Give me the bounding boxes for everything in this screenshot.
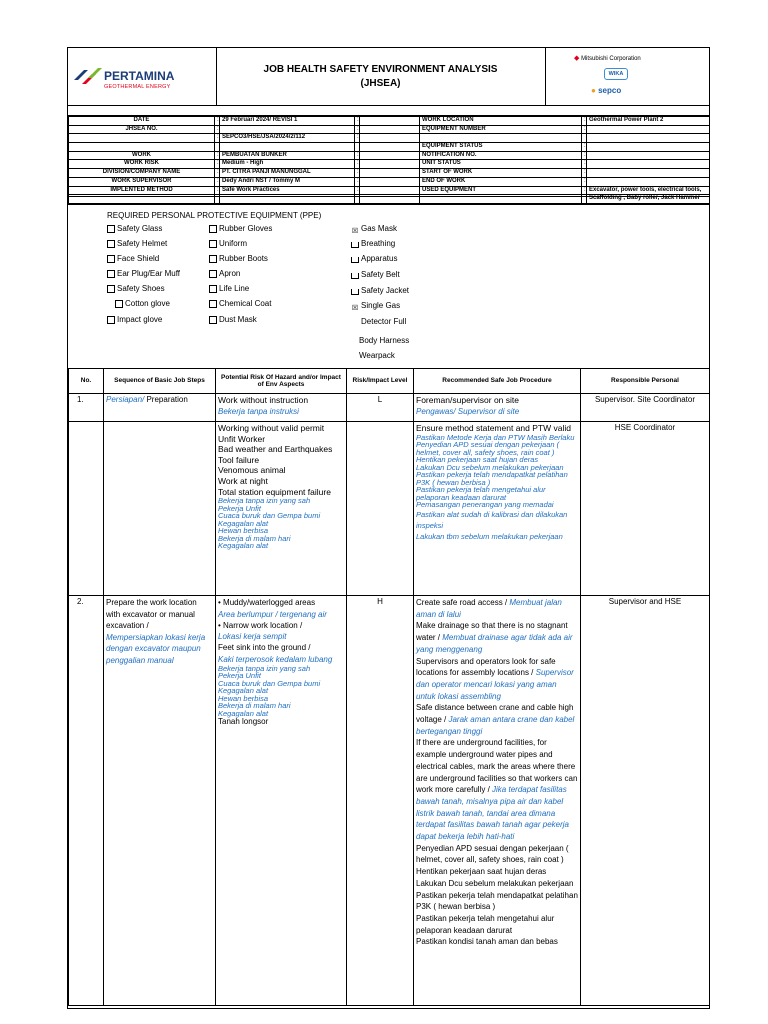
info-value: PEMBUATAN BUNKER bbox=[220, 151, 355, 160]
info-label-right: USED EQUIPMENT bbox=[420, 186, 582, 195]
hazard-text: Bad weather and Earthquakes bbox=[218, 444, 333, 455]
hazard-translation: Cuaca buruk dan Gempa bumi bbox=[218, 678, 321, 688]
hazard-text: • Muddy/waterlogged areas bbox=[218, 598, 316, 607]
table-row-1 bbox=[69, 394, 710, 422]
info-colon: : bbox=[355, 125, 360, 134]
procedure-text: Safe distance between crane and cable high voltage / bbox=[416, 703, 574, 725]
ppe-item-single-gas[interactable] bbox=[351, 301, 400, 314]
info-label-right: START OF WORK bbox=[420, 169, 582, 178]
info-value-right bbox=[587, 160, 710, 169]
procedure-item bbox=[416, 656, 578, 703]
info-label-right: NOTIFICATION NO. bbox=[420, 151, 582, 160]
checkbox-icon[interactable] bbox=[351, 242, 359, 248]
procedure-translation: Hentikan pekerjaan saat hujan deras bbox=[416, 455, 539, 464]
info-value: Safe Work Practices bbox=[220, 186, 355, 195]
procedure-text: Pastikan kondisi tanah aman dan bebas bbox=[416, 937, 558, 947]
job-step bbox=[104, 394, 216, 422]
hazard-translation: Hewan berbisa bbox=[218, 693, 269, 703]
responsible-cell: HSE Coordinator bbox=[581, 422, 710, 596]
hazard-text: Feet sink into the ground / bbox=[218, 643, 311, 652]
hazard-translation: Bekerja di malam hari bbox=[218, 533, 291, 543]
info-value-right: Excavator, power tools, electrical tools, bbox=[587, 186, 710, 195]
wika-logo: WIKA bbox=[604, 68, 628, 80]
info-value: Medium - High bbox=[220, 160, 355, 169]
partner-logos bbox=[546, 48, 709, 105]
info-blank bbox=[360, 186, 420, 195]
job-step-translation: Mempersiapkan lokasi kerja dengan excavator maupun penggalian manual bbox=[106, 632, 206, 665]
procedure-cell bbox=[414, 394, 581, 422]
risk-level: L bbox=[347, 394, 414, 422]
info-value-right bbox=[587, 151, 710, 160]
hazard-text: Unfit Worker bbox=[218, 433, 266, 444]
info-label-right: UNIT STATUS bbox=[420, 160, 582, 169]
checkbox-icon[interactable] bbox=[209, 240, 217, 248]
ppe-item-breathing[interactable] bbox=[351, 239, 395, 248]
responsible-cell: Supervisor. Site Coordinator bbox=[581, 394, 710, 422]
logo-text: PERTAMINA bbox=[104, 69, 175, 83]
empty-cell bbox=[69, 422, 104, 596]
procedure-text: Lakukan Dcu sebelum melakukan pekerjaan bbox=[416, 878, 574, 888]
info-row bbox=[69, 177, 710, 186]
info-colon: : bbox=[355, 160, 360, 169]
ppe-label: Face Shield bbox=[117, 254, 160, 263]
row-number: 1. bbox=[69, 394, 104, 422]
row-number: 2. bbox=[69, 596, 104, 1006]
ppe-label: Impact glove bbox=[117, 315, 163, 324]
info-value-right: Geothermal Power Plant 2 bbox=[587, 117, 710, 126]
table-row-1b bbox=[69, 422, 710, 596]
info-row bbox=[69, 169, 710, 178]
info-value-right: Scaffolding , Baby roller, Jack Hammer bbox=[587, 195, 710, 204]
info-colon: : bbox=[215, 151, 220, 160]
sepco-name: sepco bbox=[598, 86, 622, 95]
info-blank bbox=[360, 117, 420, 126]
ppe-label: Safety Helmet bbox=[117, 239, 168, 248]
ppe-label: Breathing bbox=[361, 239, 396, 248]
hazard-cell bbox=[216, 596, 347, 1006]
ppe-item-body-harness: Body Harness bbox=[359, 336, 410, 345]
hazard-translation: Lokasi kerja sempit bbox=[218, 632, 287, 641]
info-blank bbox=[360, 169, 420, 178]
empty-cell bbox=[347, 422, 414, 596]
procedure-text: Hentikan pekerjaan saat hujan deras bbox=[416, 867, 547, 877]
info-colon: : bbox=[355, 169, 360, 178]
info-value-right bbox=[587, 169, 710, 178]
info-label-right: EQUIPMENT STATUS bbox=[420, 143, 582, 152]
info-row bbox=[69, 117, 710, 126]
ppe-item[interactable] bbox=[209, 254, 268, 263]
checkbox-icon[interactable] bbox=[107, 225, 115, 233]
procedure-translation: Pastikan pekerja telah mengetahui alur pelaporan keadaan darurat bbox=[416, 485, 546, 502]
info-label-right: EQUIPMENT NUMBER bbox=[420, 125, 582, 134]
procedure-translation: Jika terdapat fasilitas bawah tanah, misalnya pipa air dan kabel listrik bawah tanah, tandai area dimana terdapat fasilitas bawah tanah agar pekerja dapat bekerja lebih hati-hati bbox=[416, 785, 569, 842]
ppe-heading: REQUIRED PERSONAL PROTECTIVE EQUIPMENT (PPE) bbox=[107, 211, 322, 220]
ppe-label: Rubber Gloves bbox=[219, 224, 273, 233]
ppe-item[interactable] bbox=[107, 254, 159, 263]
info-value: 29 Februari 2024/ REVISI 1 bbox=[220, 117, 355, 126]
info-value-right bbox=[587, 177, 710, 186]
ppe-item[interactable] bbox=[107, 299, 170, 308]
procedure-text: Make drainage so that there is no stagnant water / bbox=[416, 621, 568, 643]
ppe-label: Dust Mask bbox=[219, 315, 257, 324]
info-label: IMPLENTED METHOD bbox=[69, 186, 215, 195]
ppe-item[interactable] bbox=[209, 224, 272, 233]
hazard-translation: Bekerja tanpa izin yang sah bbox=[218, 663, 311, 673]
hazard-text: Venomous animal bbox=[218, 465, 286, 476]
ppe-item[interactable] bbox=[209, 284, 249, 293]
checkbox-icon[interactable] bbox=[351, 257, 359, 263]
info-value: SEPCO3/HSE/JSA/2024/2/112 bbox=[220, 134, 355, 143]
procedure-cell bbox=[414, 422, 581, 596]
table-header-row bbox=[69, 369, 710, 394]
checkbox-icon[interactable] bbox=[209, 225, 217, 233]
checkbox-icon[interactable] bbox=[209, 285, 217, 293]
procedure-text: Create safe road access / bbox=[416, 598, 510, 607]
ppe-label: Safety Glass bbox=[117, 224, 163, 233]
info-colon: : bbox=[215, 134, 220, 143]
ppe-item-apparatus bbox=[351, 254, 397, 263]
sepco-logo bbox=[591, 86, 621, 95]
info-row bbox=[69, 143, 710, 152]
ppe-label: Gas Mask bbox=[361, 224, 398, 233]
info-label-right: END OF WORK bbox=[420, 177, 582, 186]
mitsubishi-diamond-icon: ◆ bbox=[574, 55, 580, 62]
info-row bbox=[69, 125, 710, 134]
hazard-text: Tanah longsor bbox=[218, 717, 269, 726]
hazard-cell bbox=[216, 394, 347, 422]
ppe-section bbox=[68, 196, 709, 369]
procedure-translation: Membuat jalan aman di lalui bbox=[416, 598, 562, 619]
ppe-label: Single Gas bbox=[361, 301, 401, 310]
info-label: JHSEA NO. bbox=[69, 125, 215, 134]
jhsea-document bbox=[67, 47, 710, 1009]
ppe-item-wearpack: Wearpack bbox=[359, 351, 395, 360]
hazard-text: • Narrow work location / bbox=[218, 620, 303, 630]
hazard-translation: Kegagalan alat bbox=[218, 686, 269, 695]
hazard-translation: Kaki terperosok kedalam lubang bbox=[218, 654, 333, 664]
info-colon: : bbox=[582, 169, 587, 178]
checkbox-icon[interactable] bbox=[209, 316, 217, 324]
info-label: DIVISION/COMPANY NAME bbox=[69, 169, 215, 178]
info-label: WORK SUPERVISOR bbox=[69, 177, 215, 186]
procedure-item bbox=[416, 597, 578, 620]
ppe-item-safety-belt[interactable] bbox=[351, 270, 400, 279]
ppe-item-gas-mask[interactable] bbox=[351, 224, 397, 237]
info-colon: : bbox=[582, 177, 587, 186]
ppe-item[interactable] bbox=[107, 284, 165, 293]
ppe-label: Apron bbox=[219, 269, 241, 278]
info-colon: : bbox=[215, 177, 220, 186]
procedure-text: Supervisors and operators look for safe locations for assembly locations / bbox=[416, 656, 556, 678]
procedure-translation: Jarak aman antara crane dan kabel bertegangan tinggi bbox=[416, 715, 575, 736]
empty-cell bbox=[104, 422, 216, 596]
info-colon: : bbox=[215, 117, 220, 126]
info-blank bbox=[360, 143, 420, 152]
col-header-no: No. bbox=[69, 369, 104, 394]
ppe-label: Uniform bbox=[219, 239, 248, 248]
info-label bbox=[69, 134, 215, 143]
info-colon: : bbox=[215, 125, 220, 134]
ppe-item[interactable] bbox=[107, 269, 180, 278]
hazard-translation: Hewan berbisa bbox=[218, 526, 269, 536]
checkbox-icon[interactable] bbox=[107, 285, 115, 293]
info-value-right bbox=[587, 143, 710, 152]
info-colon: : bbox=[582, 160, 587, 169]
info-colon: : bbox=[215, 169, 220, 178]
hazard-translation: Cuaca buruk dan Gempa bumi bbox=[218, 511, 321, 521]
mitsubishi-name: Mitsubishi Corporation bbox=[581, 56, 641, 62]
checkbox-icon[interactable] bbox=[209, 255, 217, 263]
job-step-translation: Persiapan/ bbox=[106, 395, 145, 404]
mitsubishi-logo bbox=[574, 54, 641, 62]
procedure-translation: Pengawas/ Supervisor di site bbox=[416, 407, 520, 416]
info-colon: : bbox=[355, 117, 360, 126]
info-label bbox=[69, 143, 215, 152]
procedure-translation: Supervisor dan operator mencari lokasi yang aman untuk lokasi assembling bbox=[416, 668, 574, 701]
job-step bbox=[104, 596, 216, 1006]
document-header bbox=[68, 48, 709, 106]
title-line-1: JOB HEALTH SAFETY ENVIRONMENT ANALYSIS bbox=[263, 64, 498, 75]
info-label: WORK RISK bbox=[69, 160, 215, 169]
info-colon: : bbox=[582, 117, 587, 126]
info-colon: : bbox=[582, 125, 587, 134]
checkbox-icon[interactable] bbox=[107, 270, 115, 278]
hazard-text: Total station equipment failure bbox=[218, 486, 331, 497]
info-blank bbox=[360, 160, 420, 169]
procedure-text: Ensure method statement and PTW valid bbox=[416, 423, 571, 433]
info-blank bbox=[360, 125, 420, 134]
info-row bbox=[69, 151, 710, 160]
ppe-item-detector: Detector Full bbox=[361, 317, 407, 326]
info-value bbox=[220, 143, 355, 152]
hazard-cell bbox=[216, 422, 347, 596]
hazard-translation: Kegagalan alat bbox=[218, 708, 269, 718]
hazard-translation: Area berlumpur / tergenang air bbox=[218, 609, 327, 619]
job-step-text: Prepare the work location with excavator or manual excavation / bbox=[106, 598, 197, 630]
table-row-2 bbox=[69, 596, 710, 1006]
checkbox-icon[interactable] bbox=[351, 289, 359, 295]
info-colon: : bbox=[355, 151, 360, 160]
ppe-label: Safety Shoes bbox=[117, 284, 165, 293]
hazard-text: Working without valid permit bbox=[218, 423, 325, 433]
checkbox-checked-icon[interactable]: ☒ bbox=[351, 228, 359, 235]
info-colon: : bbox=[215, 160, 220, 169]
procedure-cell bbox=[414, 596, 581, 1006]
info-colon: : bbox=[355, 134, 360, 143]
responsible-cell: Supervisor and HSE bbox=[581, 596, 710, 1006]
hazard-text: Work at night bbox=[218, 475, 268, 486]
hazard-translation: Bekerja di malam hari bbox=[218, 701, 291, 710]
ppe-label: Safety Belt bbox=[361, 270, 400, 279]
procedure-translation: Pemasangan penerangan yang memadai bbox=[416, 500, 554, 509]
hazard-translation: Kegagalan alat bbox=[218, 541, 269, 551]
document-title bbox=[216, 48, 546, 105]
jhsea-main-table bbox=[68, 368, 709, 1006]
info-label-right: WORK LOCATION bbox=[420, 117, 582, 126]
info-value-right bbox=[587, 125, 710, 134]
info-blank bbox=[360, 177, 420, 186]
pertamina-logo-icon bbox=[72, 66, 102, 88]
ppe-item[interactable] bbox=[107, 239, 167, 248]
ppe-label: Cotton glove bbox=[125, 299, 170, 308]
procedure-item bbox=[416, 620, 578, 655]
info-colon: : bbox=[355, 177, 360, 186]
info-row bbox=[69, 186, 710, 195]
procedure-translation: Lakukan Dcu sebelum melakukan pekerjaan bbox=[416, 462, 564, 472]
procedure-translation: Pastikan pekerja telah mendapatkat pelatihan P3K ( hewan berbisa ) bbox=[416, 470, 568, 487]
info-colon: : bbox=[355, 186, 360, 195]
checkbox-icon[interactable] bbox=[115, 300, 123, 308]
ppe-label: Life Line bbox=[219, 284, 250, 293]
col-header-level: Risk/Impact Level bbox=[347, 369, 414, 394]
job-step-text: Preparation bbox=[144, 395, 188, 404]
hazard-translation: Pekerja Unfit bbox=[218, 671, 261, 680]
procedure-item bbox=[416, 737, 578, 842]
checkbox-checked-icon[interactable]: ☒ bbox=[351, 305, 359, 312]
job-info-table bbox=[68, 115, 709, 205]
ppe-item[interactable] bbox=[209, 315, 257, 324]
info-value: PT. CITRA PANJI MANUNGGAL bbox=[220, 169, 355, 178]
info-blank bbox=[360, 134, 420, 143]
info-colon: : bbox=[582, 143, 587, 152]
info-blank bbox=[360, 151, 420, 160]
procedure-text: Foreman/supervisor on site bbox=[416, 395, 519, 405]
procedure-translation: Pastikan Metode Kerja dan PTW Masih Berlaku bbox=[416, 432, 575, 442]
ppe-label: Apparatus bbox=[361, 254, 398, 263]
checkbox-icon[interactable] bbox=[107, 316, 115, 324]
info-value-right bbox=[587, 134, 710, 143]
procedure-translation: Membuat drainase agar tidak ada air yang menggenang bbox=[416, 633, 573, 654]
procedure-text: Pastikan pekerja telah mengetahui alur pelaporan keadaan darurat bbox=[416, 913, 555, 935]
ppe-item[interactable] bbox=[107, 224, 162, 233]
info-label: DATE bbox=[69, 117, 215, 126]
ppe-item[interactable] bbox=[209, 239, 247, 248]
procedure-translation: Lakukan tbm sebelum melakukan pekerjaan bbox=[416, 531, 563, 541]
ppe-label: Ear Plug/Ear Muff bbox=[117, 269, 180, 278]
info-label-right bbox=[420, 134, 582, 143]
procedure-text: If there are underground facilities, for example underground water pipes and electrical cables, mark the areas where there are underground facilities so that workers can work more carefully / bbox=[416, 738, 578, 795]
risk-level: H bbox=[347, 596, 414, 1006]
ppe-label: Chemical Coat bbox=[219, 299, 272, 308]
checkbox-icon[interactable] bbox=[209, 270, 217, 278]
col-header-steps: Sequence of Basic Job Steps bbox=[104, 369, 216, 394]
logo-subtext: GEOTHERMAL ENERGY bbox=[104, 84, 171, 90]
ppe-item[interactable] bbox=[209, 299, 271, 308]
checkbox-icon[interactable] bbox=[107, 255, 115, 263]
col-header-procedure: Recommended Safe Job Procedure bbox=[414, 369, 581, 394]
checkbox-icon[interactable] bbox=[209, 300, 217, 308]
procedure-translation: Pastikan alat sudah di kalibrasi dan dilakukan inspeksi bbox=[416, 509, 568, 530]
ppe-item-safety-jacket[interactable] bbox=[351, 286, 409, 295]
info-value bbox=[220, 125, 355, 134]
ppe-label: Safety Jacket bbox=[361, 286, 410, 295]
checkbox-icon[interactable] bbox=[107, 240, 115, 248]
hazard-translation: Pekerja Unfit bbox=[218, 503, 261, 513]
procedure-translation: Penyedian APD sesuai dengan pekerjaan ( helmet, cover all, safety shoes, rain coat ) bbox=[416, 440, 560, 457]
hazard-translation: Kegagalan alat bbox=[218, 518, 269, 528]
info-colon: : bbox=[215, 186, 220, 195]
col-header-hazard: Potential Risk Of Hazard and/or Impact of Env Aspects bbox=[216, 369, 347, 394]
checkbox-icon[interactable] bbox=[351, 273, 359, 279]
info-value: Dedy Andri NST / Tommy M bbox=[220, 177, 355, 186]
hazard-text: Tool failure bbox=[218, 454, 260, 465]
procedure-item bbox=[416, 702, 578, 737]
ppe-item[interactable] bbox=[107, 315, 162, 324]
procedure-text: Pastikan pekerja telah mendapatkat pelatihan P3K ( hewan berbisa ) bbox=[416, 890, 578, 912]
ppe-label: Rubber Boots bbox=[219, 254, 268, 263]
info-label: WORK bbox=[69, 151, 215, 160]
pertamina-logo bbox=[68, 48, 217, 105]
info-colon: : bbox=[582, 151, 587, 160]
hazard-translation: Bekerja tanpa instruksi bbox=[218, 407, 299, 416]
ppe-item[interactable] bbox=[209, 269, 240, 278]
col-header-responsible: Responsible Personal bbox=[581, 369, 710, 394]
info-row bbox=[69, 134, 710, 143]
info-row bbox=[69, 160, 710, 169]
title-line-2: (JHSEA) bbox=[360, 78, 401, 89]
procedure-text: Penyedian APD sesuai dengan pekerjaan ( helmet, cover all, safety shoes, rain coat ) bbox=[416, 843, 569, 865]
hazard-text: Work without instruction bbox=[218, 395, 309, 405]
hazard-translation: Bekerja tanpa izin yang sah bbox=[218, 496, 311, 506]
sepco-globe-icon: ● bbox=[591, 86, 596, 95]
info-colon: : bbox=[582, 186, 587, 195]
